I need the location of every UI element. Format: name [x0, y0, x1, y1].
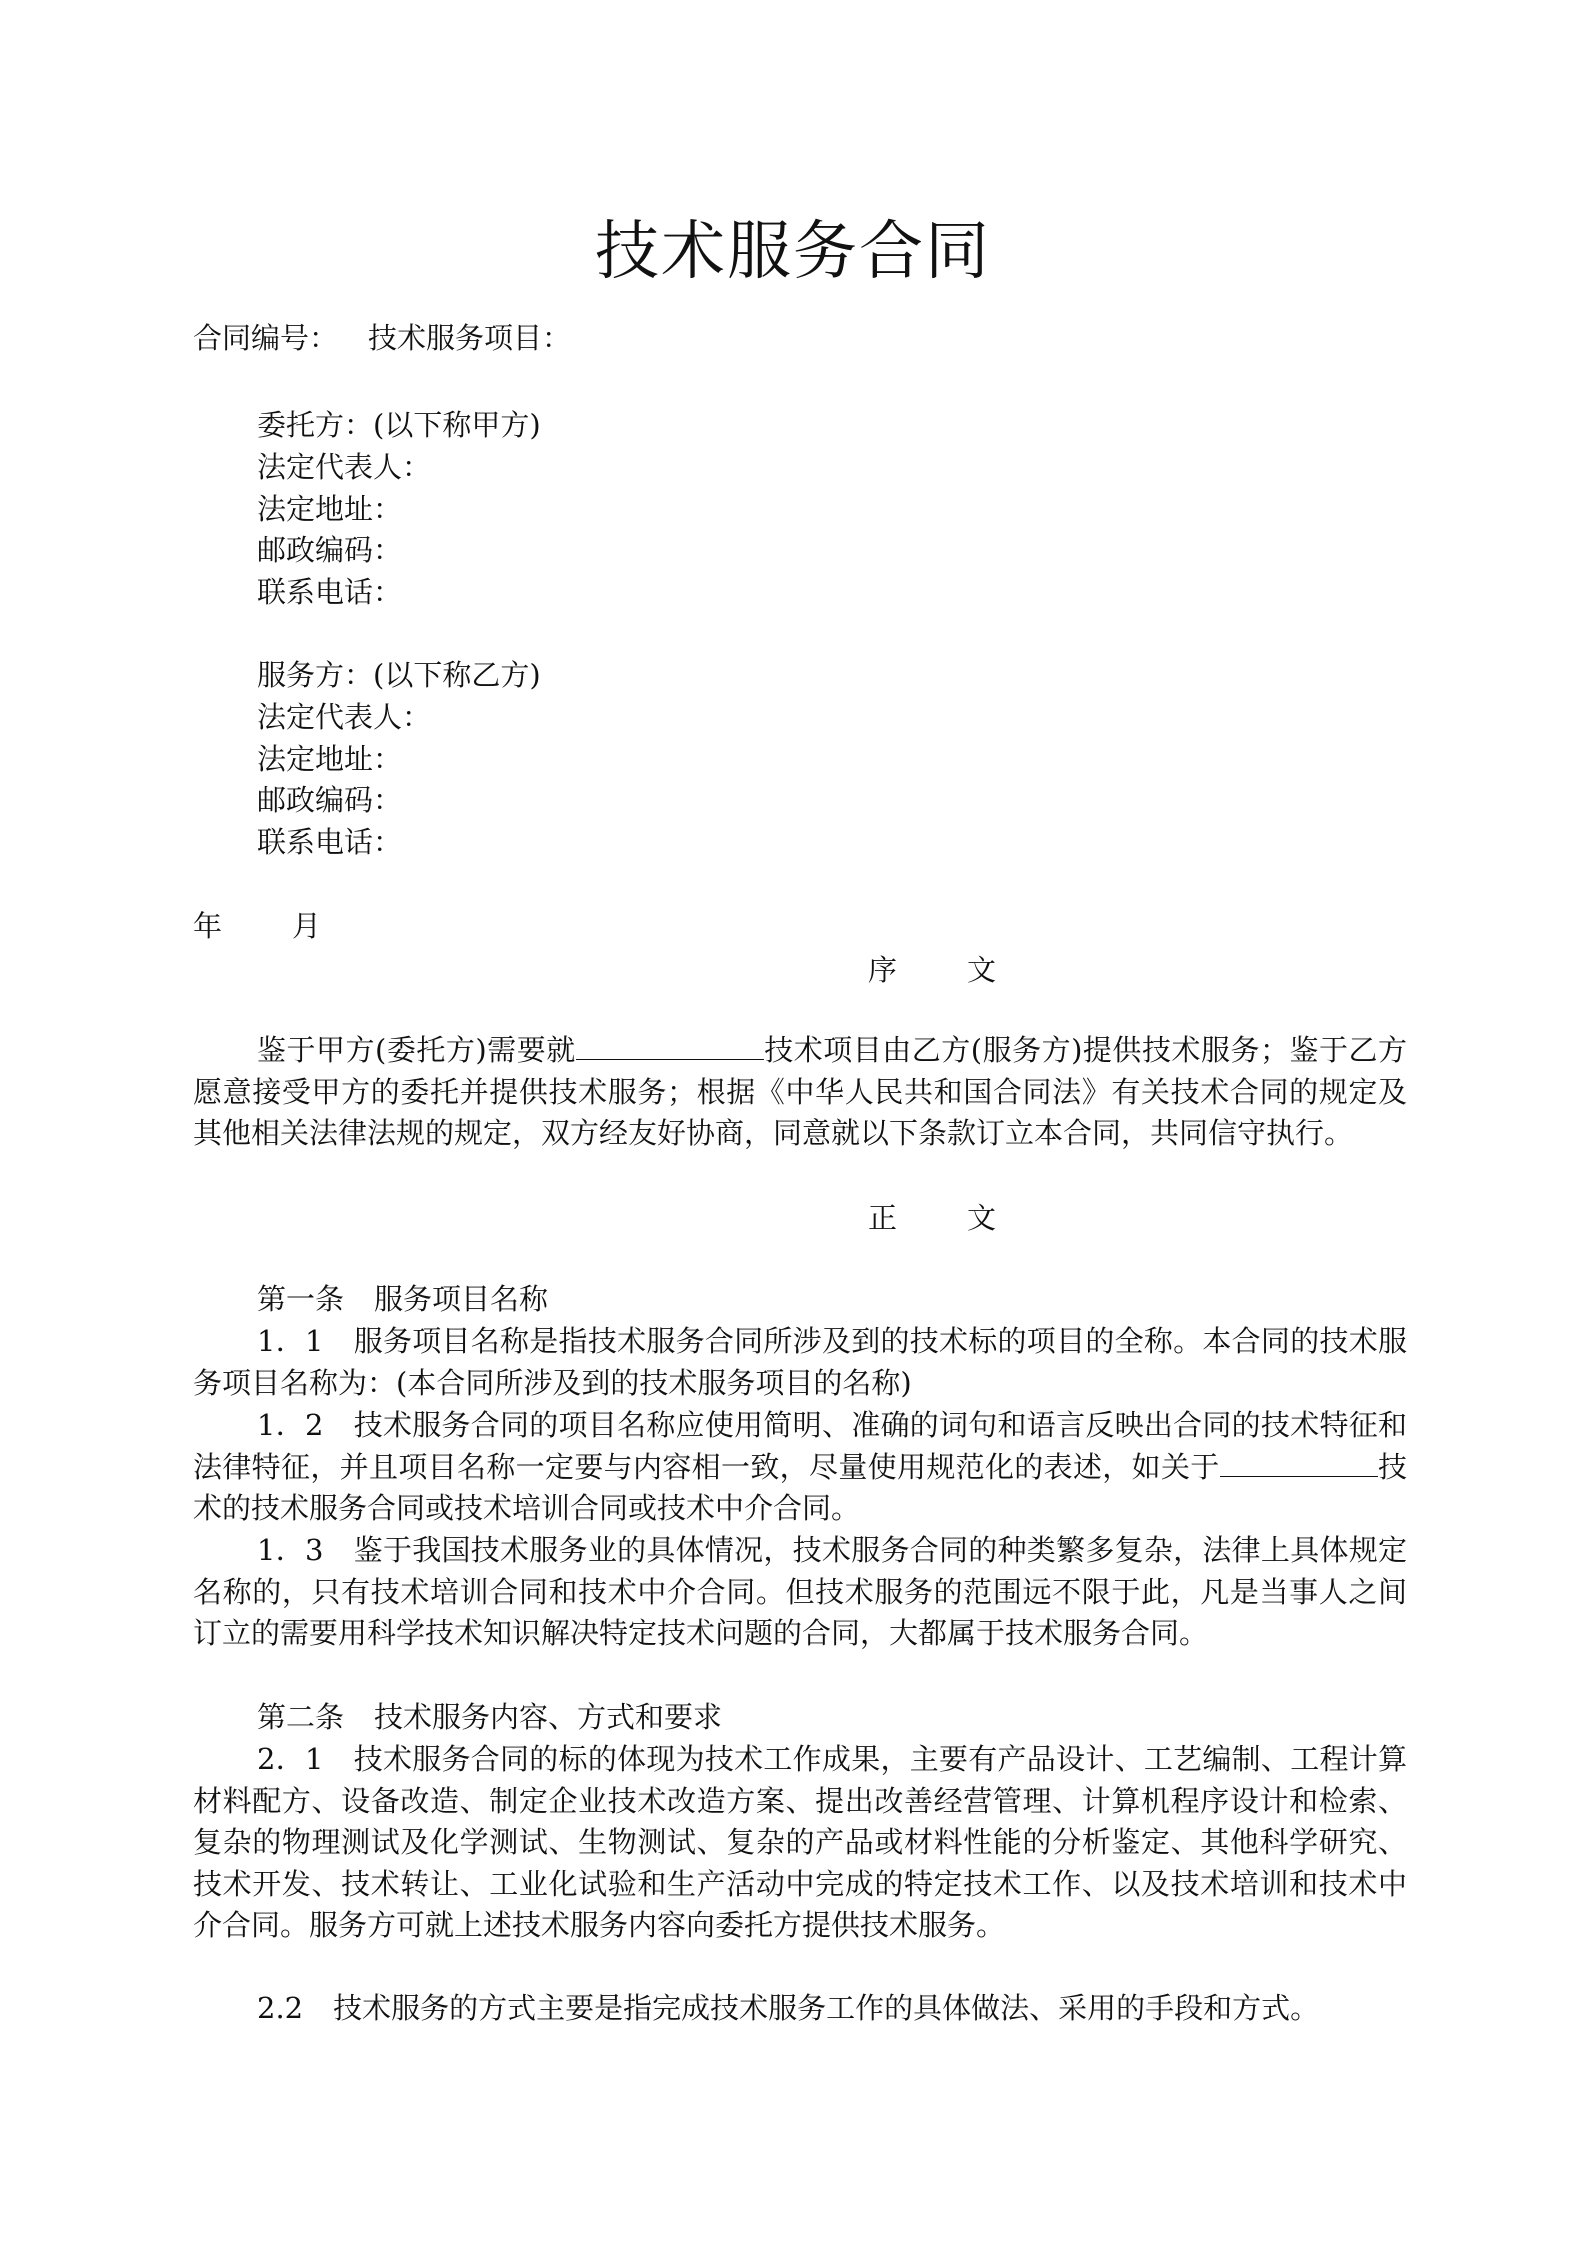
project-label: 技术服务项目： [368, 321, 572, 355]
meta-line [193, 318, 571, 358]
preface-text-end: 技术项目由乙方(服务方)提供技术服务；鉴于乙方愿意接受甲方的委托并提供技术服务；根据《中华人民共和国合同法》有关技术合同的规定及其他相关法律法规的规定，双方经友好协商，同意就以下条款订立本合同，共同信守执行。 [193, 1033, 1407, 1150]
clause-1-2 [193, 1405, 1407, 1530]
clause-number: 2.2 [257, 1991, 304, 2025]
clause-2-2 [193, 1988, 1407, 2030]
document-title: 技术服务合同 [595, 215, 991, 289]
clause-text-start: 技术服务合同的项目名称应使用简明、准确的词句和语言反映出合同的技术特征和法律特征，并且项目名称一定要与内容相一致，尽量使用规范化的表述，如关于 [193, 1408, 1407, 1484]
clause-1-1 [193, 1321, 1407, 1404]
clause-text-end: 技术的技术服务合同或技术培训合同或技术中介合同。 [193, 1449, 1407, 1525]
body-heading-char-2: 文 [967, 1201, 997, 1235]
clause-number: 2．1 [257, 1742, 324, 1776]
provider-postcode: 邮政编码： [257, 783, 403, 817]
article-1-heading [257, 1279, 548, 1319]
article-2-heading [257, 1697, 722, 1737]
article-2-title: 技术服务内容、方式和要求 [374, 1700, 723, 1734]
clause-text: 技术服务合同的标的体现为技术工作成果，主要有产品设计、工艺编制、工程计算材料配方、设备改造、制定企业技术改造方案、提出改善经营管理、计算机程序设计和检索、复杂的物理测试及化学测试、生物测试、复杂的产品或材料性能的分析鉴定、其他科学研究、技术开发、技术转让、工业化试验和生产活动中完成的特定技术工作、以及技术培训和技术中介合同。服务方可就上述技术服务内容向委托方提供技术服务。 [193, 1742, 1407, 1942]
client-phone: 联系电话： [257, 575, 403, 609]
date-month: 月 [292, 909, 322, 943]
provider-phone: 联系电话： [257, 825, 403, 859]
clause-text: 服务项目名称是指技术服务合同所涉及到的技术标的项目的全称。本合同的技术服务项目名称为：(本合同所涉及到的技术服务项目的名称) [193, 1324, 1407, 1400]
clause-text: 鉴于我国技术服务业的具体情况，技术服务合同的种类繁多复杂，法律上具体规定名称的，只有技术培训合同和技术中介合同。但技术服务的范围远不限于此，凡是当事人之间订立的需要用科学技术知识解决特定技术问题的合同，大都属于技术服务合同。 [193, 1533, 1407, 1650]
clause-number: 1．1 [257, 1324, 324, 1358]
provider-party: 服务方：(以下称乙方) [257, 658, 541, 692]
client-rep: 法定代表人： [257, 450, 432, 484]
technology-name-blank [1220, 1448, 1378, 1477]
preface-text-start: 鉴于甲方(委托方)需要就 [257, 1033, 576, 1067]
clause-1-3 [193, 1530, 1407, 1655]
clause-2-1 [193, 1739, 1407, 1947]
contract-number-label: 合同编号： [193, 321, 339, 355]
article-1-title: 服务项目名称 [374, 1282, 549, 1316]
body-heading-char-1: 正 [868, 1201, 898, 1235]
date-line [193, 906, 321, 946]
article-1-number: 第一条 [257, 1282, 345, 1316]
article-2-number: 第二条 [257, 1700, 345, 1734]
provider-rep: 法定代表人： [257, 700, 432, 734]
clause-number: 1．3 [257, 1533, 324, 1567]
project-name-blank [576, 1031, 764, 1060]
preface-heading-char-1: 序 [868, 953, 898, 987]
provider-address: 法定地址： [257, 742, 403, 776]
client-postcode: 邮政编码： [257, 533, 403, 567]
client-address: 法定地址： [257, 492, 403, 526]
clause-text: 技术服务的方式主要是指完成技术服务工作的具体做法、采用的手段和方式。 [333, 1991, 1320, 2025]
preface-heading-char-2: 文 [967, 953, 997, 987]
preface-paragraph [193, 1030, 1407, 1155]
date-year: 年 [193, 909, 223, 943]
preface-heading [868, 950, 996, 990]
client-party: 委托方：(以下称甲方) [257, 408, 541, 442]
clause-number: 1．2 [257, 1408, 324, 1442]
body-heading [868, 1198, 996, 1238]
